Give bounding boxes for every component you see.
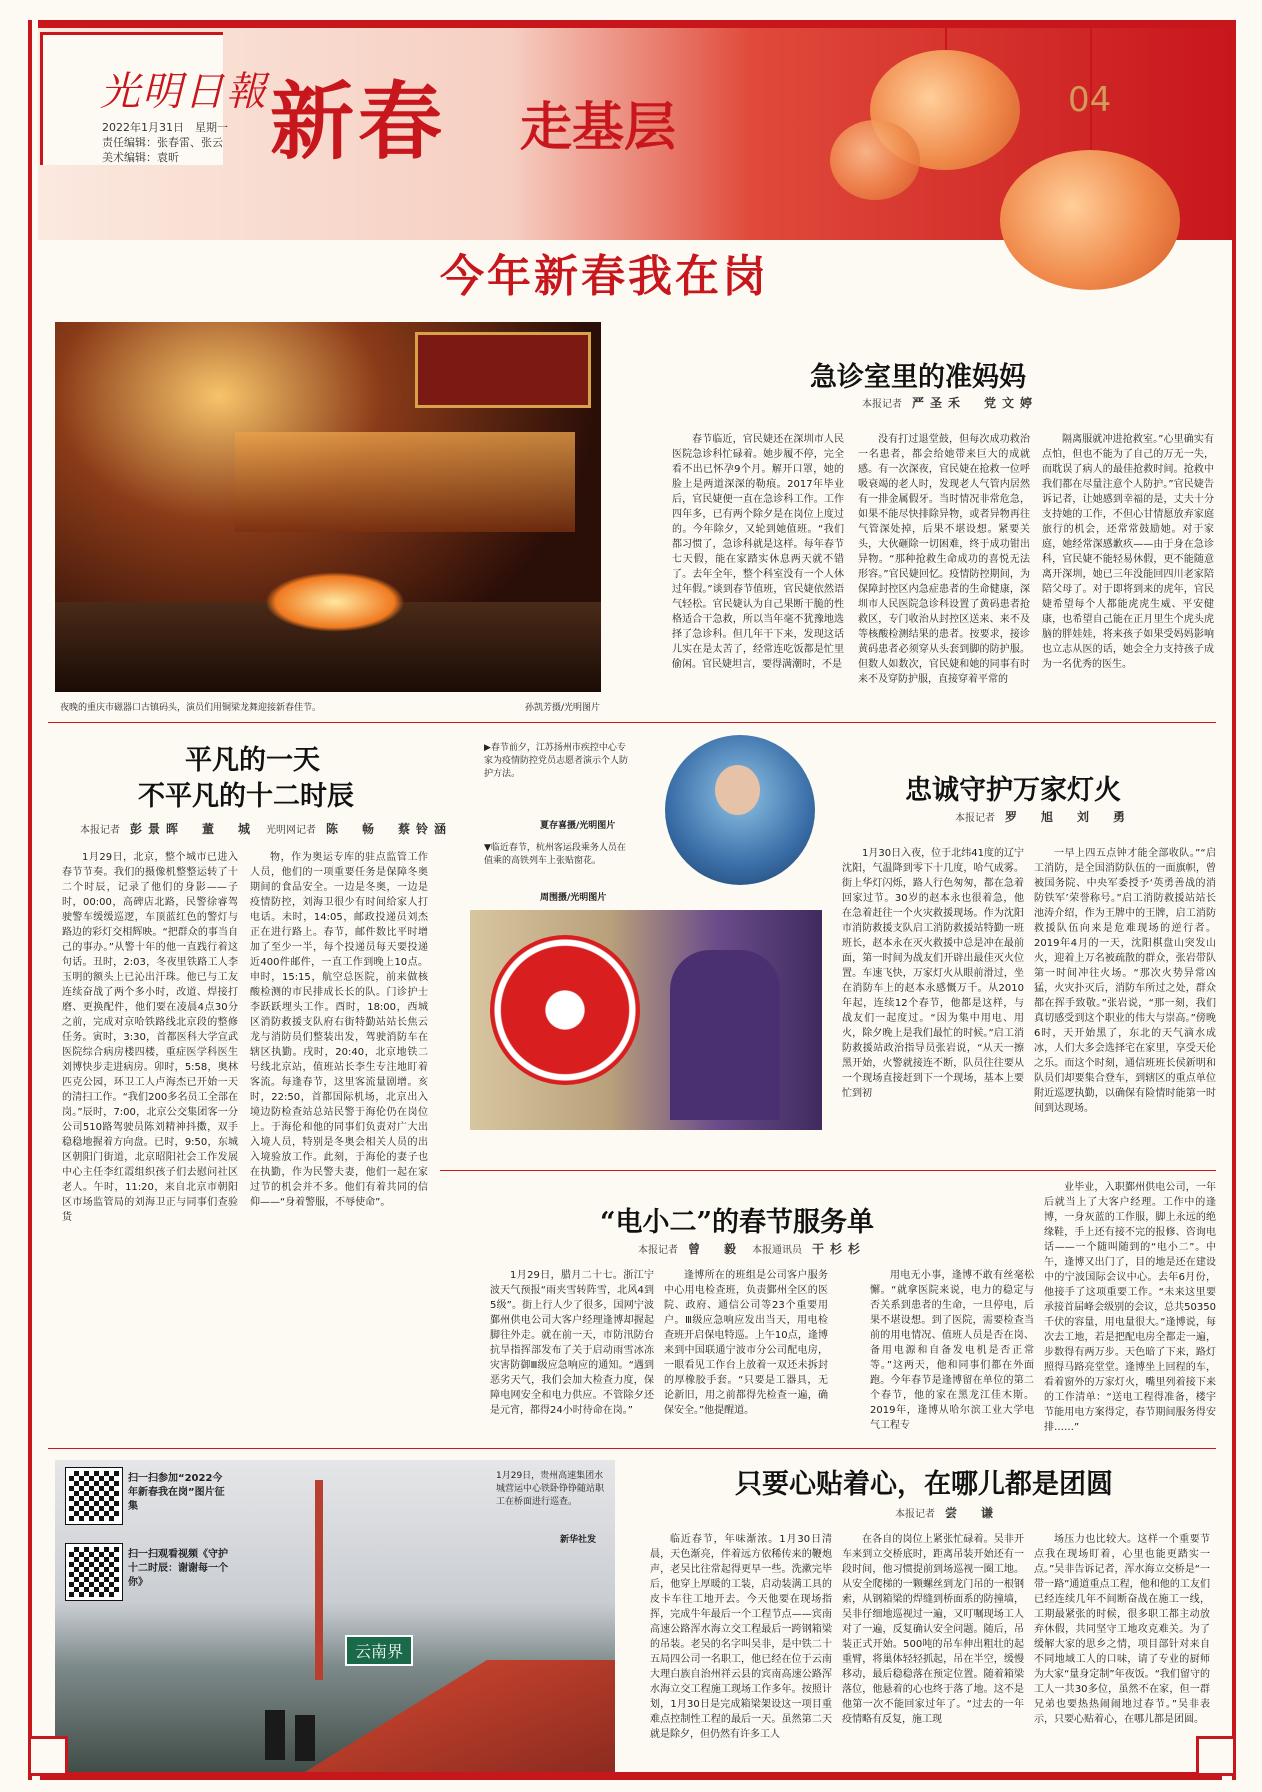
article3-title: 忠诚守护万家灯火	[905, 775, 1121, 806]
article4-column	[1044, 1180, 1216, 1438]
page-number: 04	[1068, 80, 1112, 120]
photo3-caption: ▼临近春节，杭州客运段乘务人员在值乘的高铁列车上张贴窗花。	[484, 843, 626, 866]
article2-column	[250, 850, 428, 1570]
byline-authors: 陈 畅 蔡铃涵	[326, 822, 453, 836]
article5-column	[1034, 1532, 1210, 1764]
article1-column	[672, 432, 844, 710]
paragraph: 一早上四五点钟才能全部收队。”“启工消防，是全国消防队伍的一面旗帜，曾被国务院、中央军委授予‘英勇善战的消防铁军’荣誉称号。”启工消防救援站站长池涛介绍，作为王牌中的王牌，启工消防救援队伍向来是危难现场的逆行者。2019年4月的一天，沈阳棋盘山突发山火，迎着上万名被疏散的群众，张岩带队第一时间冲往火场。“那次火势异常凶猛，火灾扑灭后，消防车所过之处，群众都在挥手致敬。”张岩说，“那一刻，我们真切感受到这个职业的伟大与崇高。”傍晚6时，天开始黑了，东北的天气滴水成冰，人们大多会选择宅在家里，享受天伦之乐。而这个时刻，通信班班长侯新明和队员们却要集合登车，到辖区的重点单位附近巡逻执勤，以确保有险情时能第一时间到达现场。	[1034, 848, 1216, 1114]
byline-authors: 彭景晖 董 城	[130, 822, 257, 836]
byline-prefix: 本报通讯员	[752, 1245, 803, 1256]
article4-title: “电小二”的春节服务单	[600, 1207, 875, 1238]
qr-code-icon[interactable]	[66, 1544, 122, 1600]
photo-night-dragon-dance	[55, 322, 601, 692]
paragraph: 1月29日，北京，整个城市已进入春节节奏。我们的摄像机整整运转了十二个时辰，记录了他们的身影——子时，00:00，高碑店北路，民警徐睿驾驶警车缓缓巡逻，车顶蓝红色的警灯与路边的彩灯交相辉映。“把群众的事当自己的事办。”从警十年的他一直践行着这句话。丑时，2:03，冬夜里铁路工人李玉明的额头上已沁出汗珠。他已与工友连续奋战了两个多小时，改道、焊接打磨、更换配件，他们要在凌晨4点30分之前，完成对京哈铁路线北京段的整修任务。寅时，3:30，首都医科大学宣武医院综合病房楼四楼，重症医学科医生刘博快步走进病房。卯时，5:58，奥林匹克公园，环卫工人卢海杰已开始一天的清扫工作。“我们200多名员工全部在岗。”辰时，7:00，北京公交集团客一分公司510路驾驶员陈刘精神抖擞，双手稳稳地握着方向盘。已时，9:50，东城区朝阳门街道，北京昭阳社会工作发展中心主任李红霞组织孩子们去慰问社区老人。午时，11:20，来自北京市朝阳区市场监管局的刘海卫正与同事们查验货	[62, 852, 238, 1223]
corner-ornament-bl	[28, 1736, 68, 1776]
frame-left-inner	[28, 240, 40, 1780]
road-sign: 云南界	[345, 1635, 413, 1666]
article2-title-line1: 平凡的一天	[185, 745, 320, 776]
article1-byline	[862, 394, 1038, 411]
photo4-caption: 1月29日，贵州高速集团水城营运中心铁卧铮铮随站职工在桥面进行巡查。	[496, 1471, 605, 1507]
article4-byline	[638, 1240, 866, 1257]
article2-byline	[80, 820, 452, 837]
article5-title: 只要心贴着心，在哪儿都是团圆	[735, 1469, 1113, 1500]
art-editor-text: 美术编辑：袁昕	[102, 151, 179, 164]
article4-column	[664, 1268, 828, 1438]
article5-column	[842, 1532, 1024, 1764]
article2-column	[62, 850, 238, 1570]
qr-code-icon[interactable]	[66, 1468, 122, 1524]
photo3-credit: 周围摄/光明图片	[540, 893, 607, 903]
article1-title: 急诊室里的准妈妈	[810, 362, 1026, 393]
qr2-text: 扫一扫观看视频《守护十二时辰：谢谢每一个你》	[128, 1549, 228, 1588]
paragraph: 春节临近，官民婕还在深圳市人民医院急诊科忙碌着。她步履不停，完全看不出已怀孕9个月。解开口罩，她的脸上是两道深深的勒痕。2017年毕业后，官民婕便一直在急诊科工作。工作四年多，已有两个除夕是在岗位上度过的。今年除夕，又轮到她值班。“我们都习惯了，急诊科就是这样。每年春节七天假，能在家踏实休息两天就不错了。去年全年，整个科室没有一个人休过年假。”谈到春节值班，官民婕依然语气轻松。官民婕认为自己果断干脆的性格适合干急救，所以当年毫不犹豫地选择了急诊科。但几年干下来，发现这话儿实在是太苦了，经常连吃饭都是忙里偷闲。官民婕坦言，要得满潮时，不是	[672, 434, 844, 670]
section-divider	[48, 1448, 1216, 1449]
lantern-string	[945, 20, 947, 50]
byline-authors: 严圣禾 党文婷	[912, 396, 1039, 410]
frame-right-inner	[1222, 240, 1236, 1780]
byline-prefix: 光明网记者	[266, 825, 317, 836]
paragraph: 没有打过退堂鼓，但每次成功救治一名患者，都会给她带来巨大的成就感。有一次深夜，官民婕在抢救一位呼吸衰竭的老人时，发现老人气管内居然有一排金属假牙。当时情况非常危急，如果不能尽快排除异物，或者异物再往气管深处掉，后果不堪设想。紧要关头，大伙砸除一切困难，终于成功钳出异物。“那种抢救生命成功的喜悦无法形容。”官民婕回忆。疫情防控期间，为保障封控区内急症患者的生命健康，深圳市人民医院急诊科设置了黄码患者抢救区，专门收治从封控区送来、来不及等核酸检测结果的患者。按要求，接诊黄码患者必须穿从头套到脚的防护服。但数人如数次，官民婕和她的同事有时来不及穿防护服，直接穿着平常的	[858, 434, 1030, 685]
byline-authors: 曾 毅	[688, 1242, 743, 1256]
article3-column	[1034, 846, 1216, 1168]
banner-subtitle: 走基层	[520, 97, 677, 158]
paragraph: 在各自的岗位上紧张忙碌着。吴非开车来到立交桥底时，距离吊装开始还有一段时间，他习惯提前到场巡视一圈工地。从安全爬梯的一颗螺丝到龙门吊的一根钢索，从钢箱梁的焊缝到桥面系的防撞墙，吴非仔细地巡视过一遍，又叮嘱现场工人对了一遍，反复确认安全问题。随后，吊装正式开始。500吨的吊车伸出粗壮的起重臂，将巢体轻轻抓起，吊在半空，缓慢移动，最后稳稳落在预定位置。随着箱梁落位，他悬着的心也终于落了地。这不是他第一次不能回家过年了。“过去的一年疫情略有反复，施工现	[842, 1534, 1024, 1725]
person-figure	[715, 765, 760, 815]
byline-authors: 干杉杉	[812, 1242, 867, 1256]
photo-train-paper-cutting	[470, 910, 822, 1130]
article4-column	[490, 1268, 654, 1438]
banner-title: 新春	[270, 72, 447, 171]
photo1-caption: 夜晚的重庆市磁器口古镇码头，演员们用铜梁龙舞迎接新春佳节。	[60, 703, 322, 713]
photo1-credit: 孙凯芳摄/光明图片	[524, 703, 600, 713]
byline-authors: 罗 旭 刘 勇	[1005, 810, 1132, 824]
paragraph: 用电无小事，逢博不敢有丝毫松懈。“就拿医院来说，电力的稳定与否关系到患者的生命，一旦停电，后果不堪设想。到了医院，需要检查当前的用电情况、值班人员是否在岗、备用电源和自备发电机是否正常等。”这两天，他和同事们都在外面跑。今年春节是逢博留在单位的第二个春节，他的家在黑龙江佳木斯。2019年，逢博从哈尔滨工业大学电气工程专	[870, 1270, 1034, 1431]
article4-column	[870, 1268, 1034, 1438]
photo2-credit: 夏存喜摄/光明图片	[540, 821, 616, 831]
paragraph: 场压力也比较大。这样一个重要节点我在现场盯着，心里也能更踏实一点。”吴非告诉记者，浑水海立交桥是“一带一路”通道重点工程，他和他的工友们已经连续几年不间断奋战在施工一线，工期最紧张的时候，很多职工都主动放弃休假，共同坚守工地攻克难关。为了缓解大家的思乡之情，项目部针对来自不同地域工人的口味，请了专业的厨师为大家“量身定制”年夜饭。“我们留守的工人一共30多位，虽然不在家，但一群兄弟也要热热闹闹地过春节。”吴非表示，只要心贴着心，在哪儿都是团圆。	[1034, 1534, 1210, 1725]
archway	[415, 332, 591, 408]
byline-prefix: 本报记者	[895, 1509, 935, 1520]
building-lights	[235, 432, 575, 532]
worker-figure	[295, 1715, 315, 1761]
section-divider	[440, 1170, 1216, 1171]
photo4-credit: 新华社发	[560, 1535, 597, 1545]
lantern-icon	[1000, 150, 1180, 290]
bridge-deck	[295, 1660, 615, 1778]
paragraph: 业毕业，入职鄞州供电公司，一年后就当上了大客户经理。工作中的逢博，一身灰蓝的工作服，脚上永远的绝缘鞋，手上还有接不完的报修、咨询电话——一个随叫随到的“电小二”。中午，逢博又出门了，目的地是还在建设中的宁波国际会议中心。去年6月份，他接手了这项重要工作。“未来这里要承接首届峰会级别的会议，总共50350千伏的容量，用电量很大。”逢博说，每次去工地，若是把配电房全都走一遍，步数得有两万步。天色暗了下来，路灯照得马路亮堂堂。逢博坐上回程的车，看着窗外的万家灯火，嘴里列着接下来的工作清单：“送电工程得准备，楼宇节能用电方案得定，春节期间服务得安排……”	[1044, 1182, 1216, 1433]
page-headline: 今年新春我在岗	[440, 251, 769, 302]
byline-prefix: 本报记者	[638, 1245, 678, 1256]
byline-prefix: 本报记者	[80, 825, 120, 836]
article5-byline	[895, 1504, 999, 1521]
section-divider	[48, 722, 1216, 723]
photo-disease-control-expert	[665, 735, 815, 885]
paragraph: 1月30日入夜，位于北纬41度的辽宁沈阳，气温降到零下十几度，哈气成雾。街上华灯闪烁，路人行色匆匆，都在急着回家过节。30岁的赵本永也很着急，他在急着赶往一个火灾救援现场。作为沈阳市消防救援支队启工消防救援站特勤一班班长，赵本永在灭火救援中总是冲在最前面，第一时间为战友们开辟出最佳灭火位置。车速飞快，万家灯火从眼前滑过，坐在消防车上的赵本永感慨万千。从2010年起，连续12个春节，他都是这样，与战友们一起度过。“因为集中用电、用火，除夕晚上是我们最忙的时候。”启工消防救援站政治指导员张岩说，“从天一擦黑开始，火警就接连不断，队员往往要从一个现场直接赶到下一个现场，基本上要忙到初	[842, 848, 1024, 1099]
qr1-text: 扫一扫参加“2022今年新春我在岗”图片征集	[128, 1473, 225, 1512]
frame-bottom	[28, 1772, 1236, 1780]
article1-column	[858, 432, 1030, 710]
article1-column	[1042, 432, 1214, 710]
paragraph: 逢博所在的班组是公司客户服务中心用电检查班，负责鄞州全区的医院、政府、通信公司等23个重要用户。Ⅲ级应急响应发出当天，用电检查班开启保电特巡。上午10点，逢博来到中国联通宁波市分公司配电房，一眼看见工作台上放着一双还未拆封的厚橡胶手套。“只要是工器具，无论新旧，用之前都得先检查一遍，确保安全。”他提醒道。	[664, 1270, 828, 1416]
editor-text: 责任编辑：张春雷、张云	[102, 136, 223, 149]
byline-authors: 尝 谦	[945, 1506, 1000, 1520]
paragraph: 隔离服就冲进抢救室。”心里确实有点怕，但也不能为了自己的万无一失，而耽误了病人的最佳抢救时间。抢救中我们都在尽量注意个人防护。”官民婕告诉记者，让她感到幸福的是，丈夫十分支持她的工作，不但心甘情愿放弃家庭旅行的机会，还常常鼓励她。对于家庭，她经常深感歉疚——由于身在急诊科，官民婕不能轻易休假，更不能随意离开深圳，她已三年没能回四川老家陪陪父母了。对于即将到来的虎年，官民婕希望每个人都能虎虎生威、平安健康，也希望自己能在正月里生个虎头虎脑的胖娃娃，将来孩子如果受妈妈影响也立志从医的话，她会全力支持孩子成为一名优秀的医生。	[1042, 434, 1214, 670]
firework-sparks	[265, 572, 405, 632]
date-text: 2022年1月31日 星期一	[102, 121, 228, 134]
attendant-figure	[670, 950, 780, 1120]
article3-byline	[955, 808, 1131, 825]
paragraph: 1月29日，腊月二十七。浙江宁波天气预报“雨夹雪转阵雪，北风4到5级”。街上行人少了很多，国网宁波鄞州供电公司大客户经理逢博却握起脚往外走。就在前一天，市防汛防台抗旱指挥部发布了关于启动雨雪冰冻灾害防御Ⅲ级应急响应的通知。“遇到恶劣天气，我们会加大检查力度，保障电网安全和电力供应。不管除夕还是元宵，都得24小时待命在岗。”	[490, 1270, 654, 1416]
worker-figure	[265, 1710, 285, 1760]
article2-title-line2: 不平凡的十二时辰	[138, 781, 354, 812]
newspaper-logo: 光明日報	[100, 69, 268, 115]
lantern-icon	[830, 120, 920, 200]
byline-prefix: 本报记者	[862, 399, 902, 410]
article3-column	[842, 846, 1024, 1168]
date-line	[102, 120, 228, 165]
paragraph: 物，作为奥运专库的驻点监管工作人员，他们的一项重要任务是保障冬奥期间的食品安全。一边是冬奥，一边是疫情防控，刘海卫很少有时间给家人打电话。未时，14:05，邮政投递员刘杰正在进行路上。春节，邮件数比平时增加了至少一半，每个投递员每天要投递近400件邮件，一直工作到晚上10点。申时，15:15，航空总医院，前来做核酸检测的市民排成长长的队。门诊护士李跃跃埋头工作。酉时，18:00，西城区消防救援支队府右街特勤站站长焦云龙与消防员们整装出发，驾驶消防车在辖区执勤。戌时，20:40，北京地铁二号线北京站，值班站长李生专注地盯着客流。每逢春节，这里客流量剧增。亥时，22:50，首都国际机场，北京出入境边防检查站总站民警于海伦仍在岗位上。于海伦和他的同事们负责对广大出入境人员，特别是冬奥会相关人员的出入境验放工作。此刻，于海伦的妻子也在执勤，作为民警夫妻，他们一起在家过节的机会并不多。他们有着共同的信仰——“身着警服，不辱使命”。	[250, 852, 428, 1208]
byline-prefix: 本报记者	[955, 813, 995, 824]
photo2-caption: ▶春节前夕，江苏扬州市疾控中心专家为疫情防控党员志愿者演示个人防护方法。	[484, 743, 629, 779]
article5-column	[650, 1532, 832, 1764]
window-flower-papercut	[490, 935, 640, 1085]
paragraph: 临近春节，年味渐浓。1月30日清晨，天色渐亮，伴着远方依稀传来的鞭炮声，老吴比往常起得更早一些。洗漱完毕后，他穿上厚暖的工装，启动装满工具的皮卡车往工地开去。今天他要在现场指挥，完成牛年最后一个工程节点——宾南高速公路浑水海立交工程最后一跨钢箱梁的吊装。老吴的名字叫吴非，是中铁二十五局四公司一名职工，他已经在位于云南大理白族自治州祥云县的宾南高速公路浑水海立交工程施工现场工作多年。按照计划，1月30日是完成箱梁架设这一项目重难点控制性工程的最后一天。虽然第二天就是除夕，但仍然有许多工人	[650, 1534, 832, 1740]
